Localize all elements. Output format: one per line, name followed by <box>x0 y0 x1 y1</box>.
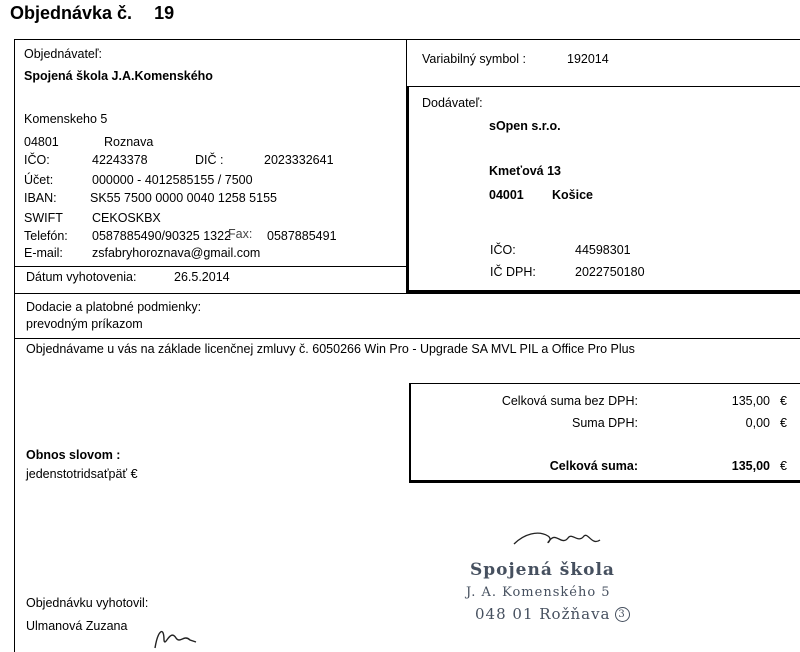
divider-terms <box>14 293 800 294</box>
variable-symbol-label: Variabilný symbol : <box>422 52 526 66</box>
orderer-street: Komenskeho 5 <box>24 112 108 126</box>
variable-symbol-value: 192014 <box>567 52 609 66</box>
orderer-zip: 04801 <box>24 135 59 149</box>
orderer-phone-label: Telefón: <box>24 229 68 243</box>
prepared-by-name: Ulmanová Zuzana <box>26 619 128 633</box>
supplier-city: Košice <box>552 188 593 202</box>
grand-total-currency: € <box>780 459 787 473</box>
orderer-account-label: Účet: <box>24 173 54 187</box>
stamp-line2: J. A. Komenského 5 <box>466 585 611 600</box>
divider-date <box>14 266 406 267</box>
totals-box-bottom <box>409 480 800 483</box>
issue-date: 26.5.2014 <box>174 270 230 284</box>
supplier-street: Kmeťová 13 <box>489 164 561 178</box>
orderer-fax: 0587885491 <box>267 229 337 243</box>
supplier-label: Dodávateľ: <box>422 96 483 110</box>
order-title-label: Objednávka č. <box>10 3 133 23</box>
supplier-name: sOpen s.r.o. <box>489 119 561 133</box>
vat-total-label: Suma DPH: <box>572 416 638 430</box>
orderer-account: 000000 - 4012585155 / 7500 <box>92 173 253 187</box>
stamp-line1: Spojená škola <box>470 560 615 580</box>
supplier-ico: 44598301 <box>575 243 631 257</box>
stamp-line3 <box>475 605 630 623</box>
orderer-label: Objednávateľ: <box>24 47 103 61</box>
stamp-address: 048 01 Rožňava <box>475 605 611 623</box>
orderer-city: Roznava <box>104 135 154 149</box>
orderer-dic-label: DIČ : <box>195 153 224 167</box>
totals-box-left <box>409 383 411 483</box>
totals-box-top <box>409 383 800 384</box>
net-total-label: Celková suma bez DPH: <box>501 394 638 408</box>
supplier-icdph: 2022750180 <box>575 265 645 279</box>
grand-total-value: 135,00 <box>731 459 770 473</box>
amount-words-label: Obnos slovom : <box>26 448 121 462</box>
divider-order <box>14 338 800 339</box>
orderer-iban: SK55 7500 0000 0040 1258 5155 <box>90 191 277 205</box>
orderer-name: Spojená škola J.A.Komenského <box>24 69 213 83</box>
order-description: Objednávame u vás na základe licenčnej zmluvy č. 6050266 Win Pro - Upgrade SA MVL PIL a Office Pro Plus <box>26 342 635 356</box>
order-number: 19 <box>154 3 175 23</box>
orderer-email-label: E-mail: <box>24 246 63 260</box>
orderer-dic: 2023332641 <box>264 153 334 167</box>
terms-value: prevodným príkazom <box>26 317 143 331</box>
issue-date-label: Dátum vyhotovenia: <box>26 270 137 284</box>
supplier-ico-label: IČO: <box>490 243 516 257</box>
vat-total-value: 0,00 <box>745 416 770 430</box>
page-title <box>10 3 174 24</box>
net-total-value: 135,00 <box>731 394 770 408</box>
stamp-circle-mark: 3 <box>615 607 630 622</box>
grand-total-label: Celková suma: <box>549 459 638 473</box>
supplier-icdph-label: IČ DPH: <box>490 265 536 279</box>
orderer-ico: 42243378 <box>92 153 148 167</box>
preparer-signature <box>150 620 200 652</box>
orderer-ico-label: IČO: <box>24 153 50 167</box>
frame-top <box>14 39 800 40</box>
supplier-zip: 04001 <box>489 188 524 202</box>
orderer-phone: 0587885490/90325 1322 <box>92 229 232 243</box>
orderer-email: zsfabryhoroznava@gmail.com <box>92 246 261 260</box>
terms-label: Dodacie a platobné podmienky: <box>26 300 202 314</box>
orderer-fax-label: Fax: <box>228 227 253 241</box>
orderer-iban-label: IBAN: <box>24 191 57 205</box>
frame-left <box>14 39 15 652</box>
supplier-box-left <box>406 86 409 293</box>
vat-total-currency: € <box>780 416 787 430</box>
orderer-swift-label: SWIFT <box>24 211 63 225</box>
prepared-by-label: Objednávku vyhotovil: <box>26 596 149 610</box>
net-total-currency: € <box>780 394 787 408</box>
amount-words-value: jedenstotridsaťpäť € <box>26 467 138 481</box>
orderer-swift: CEKOSKBX <box>92 211 161 225</box>
director-signature <box>510 522 610 554</box>
divider-varsym <box>406 86 800 87</box>
